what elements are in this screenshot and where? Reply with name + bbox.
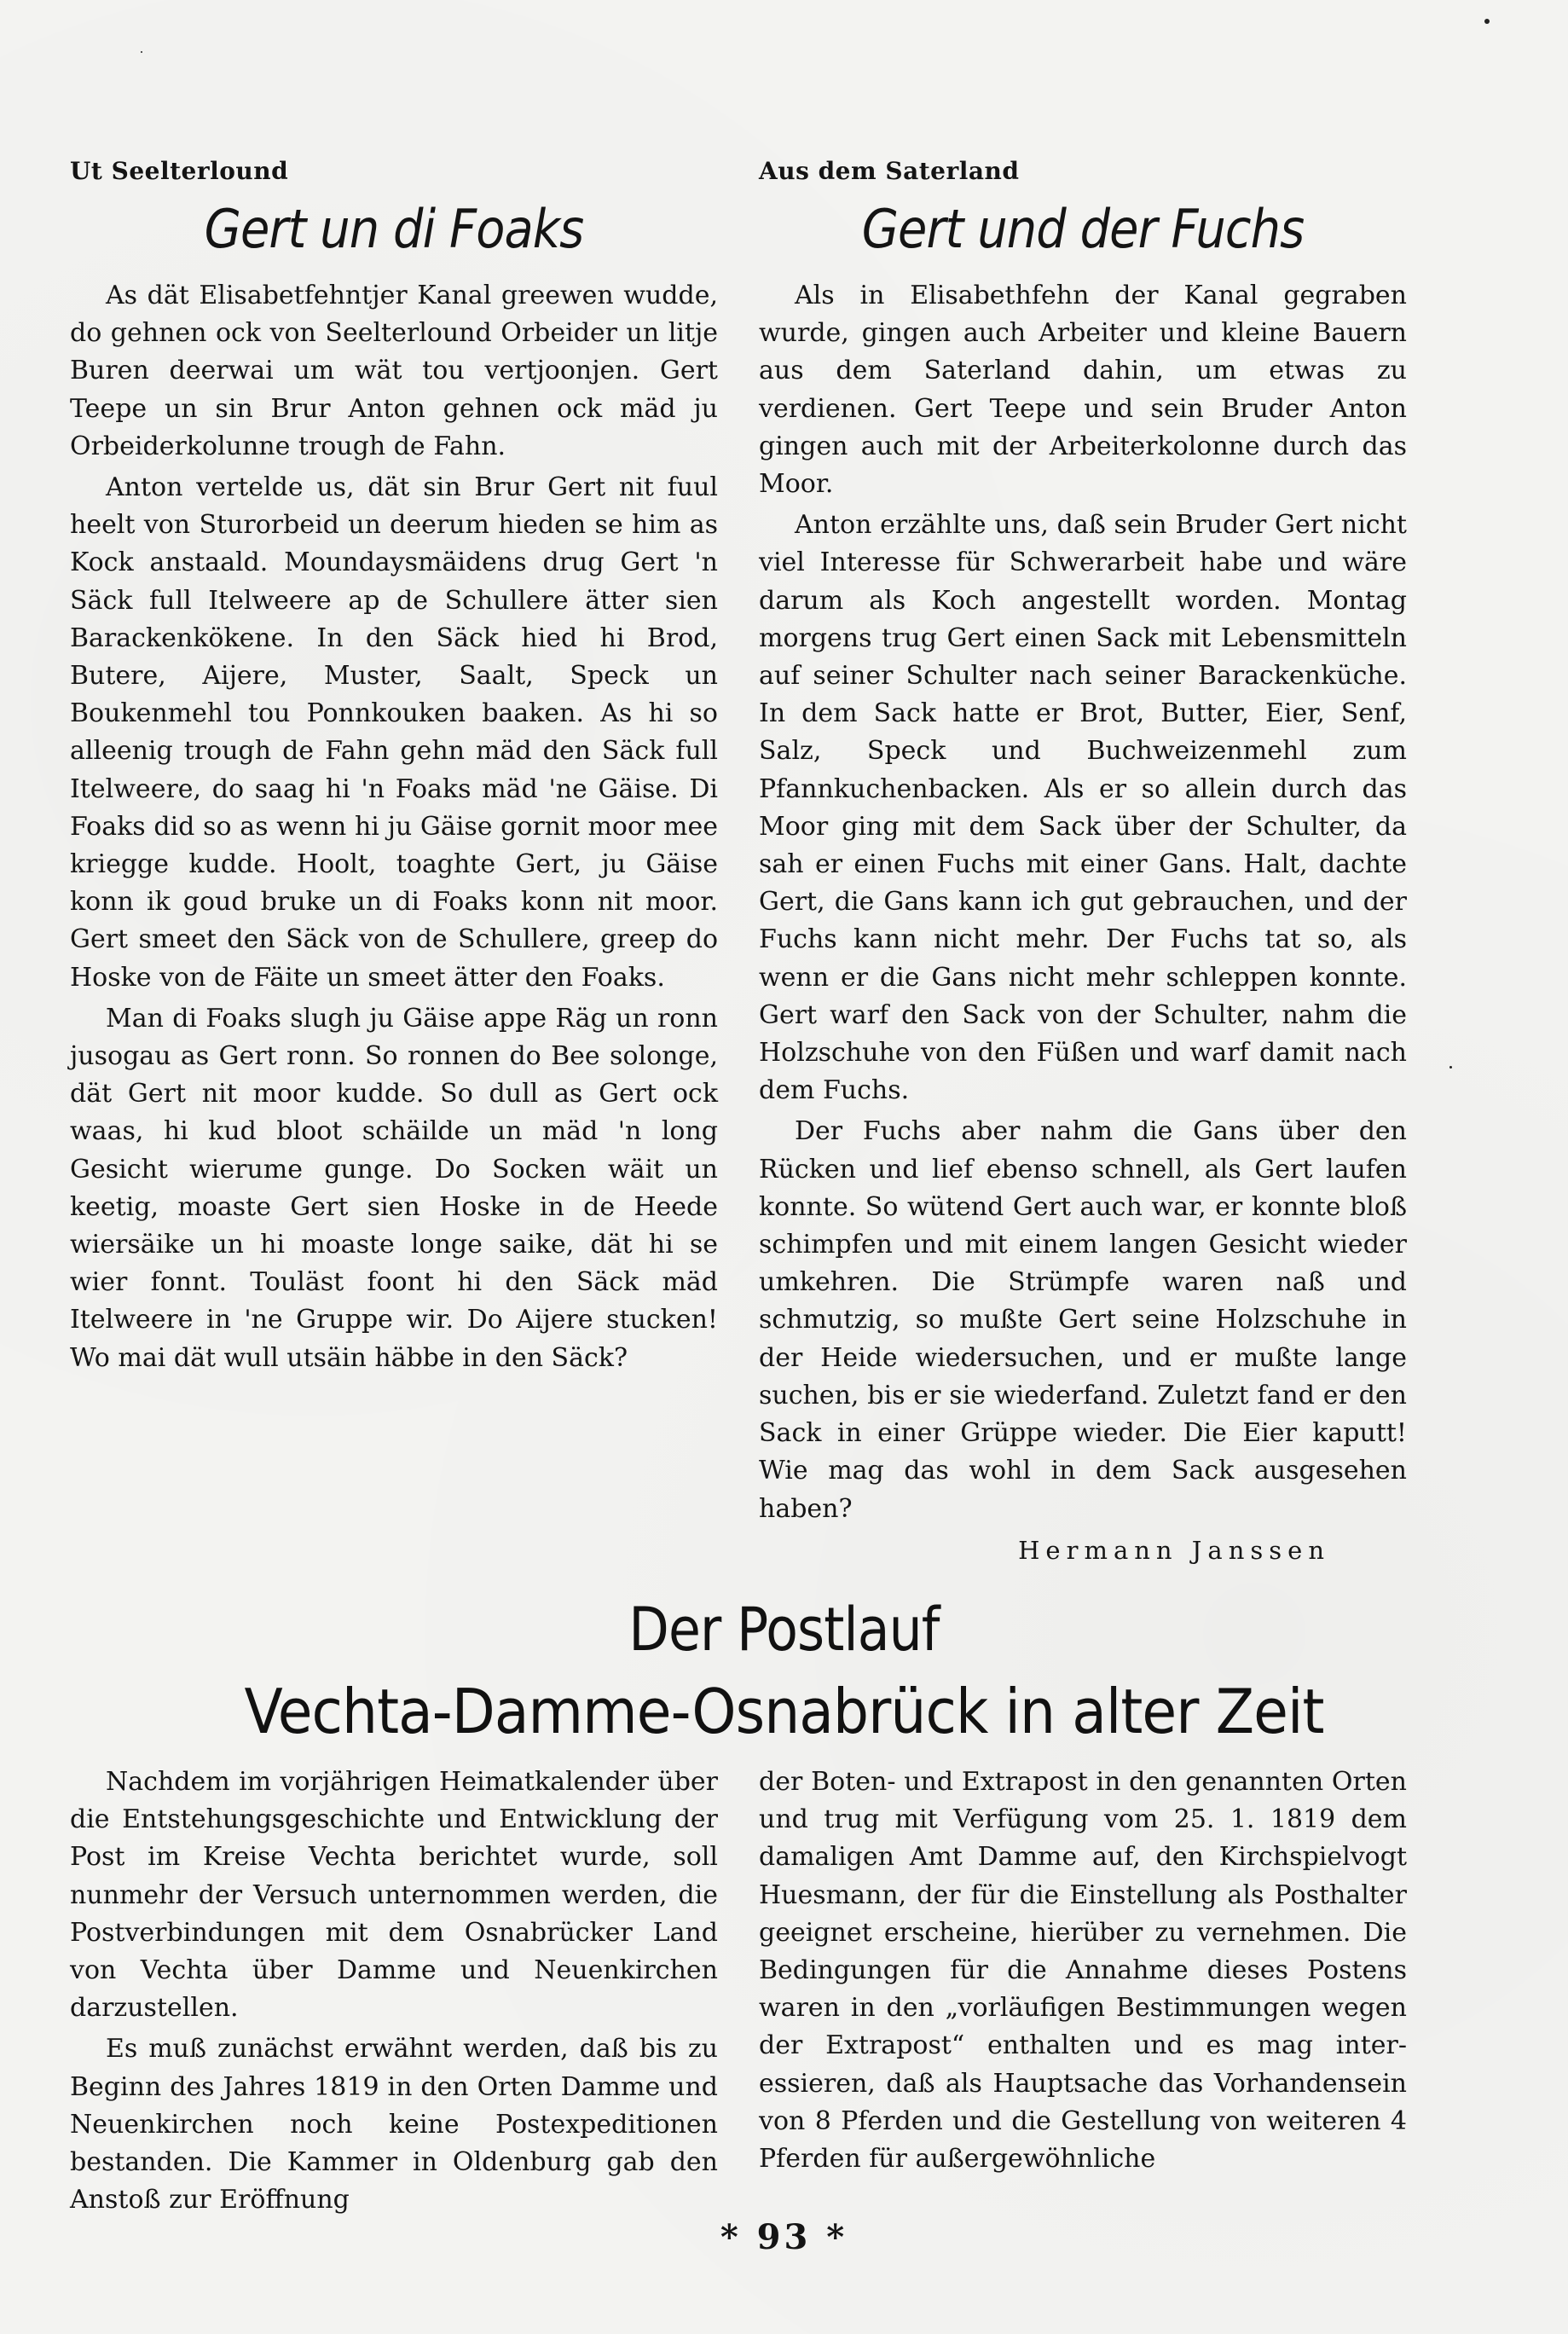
story-body <box>759 277 1407 1569</box>
paragraph: Nachdem im vorjährigen Heimatkalender über die Entstehungsgeschichte und Entwicklung der Post im Kreise Vechta berichtet wurde, soll nunmehr der Versuch unternommen werden, die Postverbindungen mit dem Osnabrücker Land von Vechta über Damme und Neuenkirchen darzustellen. <box>70 1767 718 2024</box>
story-body <box>70 277 718 1377</box>
paragraph: Es muß zunächst erwähnt werden, daß bis zu Beginn des Jahres 1819 in den Orten Damme und Neuenkirchen noch keine Postexpeditionen bestanden. Die Kammer in Oldenburg gab den Anstoß zur Eröffnung <box>70 2034 718 2215</box>
paragraph: Anton erzählte uns, daß sein Bruder Gert nicht viel Interesse für Schwerarbeit habe und wäre darum als Koch angestellt worden. Montag morgens trug Gert einen Sack mit Lebensmitteln auf seiner Schulter nach seiner Barackenküche. In dem Sack hatte er Brot, Butter, Eier, Senf, Salz, Speck und Buchweizenmehl zum Pfannkuchenbacken. Als er so allein durch das Moor ging mit dem Sack über der Schulter, da sah er einen Fuchs mit einer Gans. Halt, dachte Gert, die Gans kann ich gut gebrauchen, und der Fuchs kann nicht mehr. Der Fuchs tat so, als wenn er die Gans nicht mehr schleppen konnte. Gert warf den Sack von der Schulter, nahm die Holzschuhe von den Füßen und warf damit nach dem Fuchs. <box>759 510 1407 1106</box>
paragraph: der Boten- und Extrapost in den genannten Orten und trug mit Verfügung vom 25. 1. 1819 dem damaligen Amt Damme auf, den Kirchspielvogt Huesmann, der für die Einstellung als Posthalter geeignet erscheine, hierüber zu vernehmen. Die Bedingungen für die Annahme dieses Postens waren in den „vorläufigen Bestimmungen wegen der Extrapost“ enthalten und es mag interessieren, daß als Hauptsache das Vorhandensein von 8 Pferden und die Gestellung von weiteren 4 Pferden für außergewöhnliche <box>759 1767 1407 2175</box>
author-signature: Hermann Janssen <box>1018 1535 1330 1565</box>
story-kicker: Aus dem Saterland <box>759 157 1020 185</box>
story-title: Gert un di Foaks <box>204 198 584 260</box>
page-number: * 93 * <box>720 2217 848 2257</box>
paper-speck <box>141 51 142 53</box>
paragraph: As dät Elisabetfehntjer Kanal greewen wudde, do gehnen ock von Seelterlound Orbeider un litje Buren deerwai um wät tou vertjoonjen. Gert Teepe un sin Brur Anton gehnen ock mäd ju Orbeiderkolunne trough de Fahn. <box>70 281 718 461</box>
paragraph: Man di Foaks slugh ju Gäise appe Räg un ronn jusogau as Gert ronn. So ronnen do Bee solonge, dät Gert nit moor kudde. So dull as Gert ock waas, hi kud bloot schäilde un mäd 'n long Gesicht wierume gunge. Do Socken wäit un keetig, moaste Gert sien Hoske in de Heede wiersäike un hi moaste longe saike, dät hi se wier fonnt. Touläst foont hi den Säck mäd Itelweere in 'ne Gruppe wir. Do Aijere stucken! Wo mai dät wull utsäin häbbe in den Säck? <box>70 1003 718 1373</box>
article-column-left <box>70 1764 718 2219</box>
article-title-line2: Vechta-Damme-Osnabrück in alter Zeit <box>244 1676 1324 1747</box>
paper-speck <box>1449 1066 1452 1069</box>
story-kicker: Ut Seelterlound <box>70 157 289 185</box>
story-title: Gert und der Fuchs <box>861 198 1305 260</box>
article-title-line1: Der Postlauf <box>628 1595 940 1665</box>
paragraph: Als in Elisabethfehn der Kanal gegraben wurde, gingen auch Arbeiter und kleine Bauern aus dem Saterland dahin, um etwas zu verdienen. Gert Teepe und sein Bruder Anton gingen auch mit der Arbeiterkolonne durch das Moor. <box>759 281 1407 500</box>
article-column-right <box>759 1764 1407 2178</box>
paper-speck <box>1484 19 1490 24</box>
paragraph: Anton vertelde us, dät sin Brur Gert nit fuul heelt von Sturorbeid un deerum hieden se him as Kock anstaald. Moundaysmäidens drug Gert 'n Säck full Itelweere ap de Schullere ätter sien Barackenkökene. In den Säck hied hi Brod, Butere, Aijere, Muster, Saalt, Speck un Boukenmehl tou Ponnkouken baaken. As hi so alleenig trough de Fahn gehn mäd den Säck full Itelweere, do saag hi 'n Foaks mäd 'ne Gäise. Di Foaks did so as wenn hi ju Gäise gornit moor mee kriegge kudde. Hoolt, toaghte Gert, ju Gäise konn ik goud bruke un di Foaks konn nit moor. Gert smeet den Säck von de Schullere, greep do Hoske von de Fäite un smeet ätter den Foaks. <box>70 472 718 993</box>
paragraph: Der Fuchs aber nahm die Gans über den Rücken und lief ebenso schnell, als Gert laufen konnte. So wütend Gert auch war, er konnte bloß schimpfen und mit einem langen Gesicht wieder umkehren. Die Strümpfe waren naß und schmutzig, so mußte Gert seine Holzschuhe in der Heide wiedersuchen, und er mußte lange suchen, bis er sie wiederfand. Zuletzt fand er den Sack in einer Grüppe wieder. Die Eier kaputt! Wie mag das wohl in dem Sack ausgesehen haben? <box>759 1116 1407 1524</box>
